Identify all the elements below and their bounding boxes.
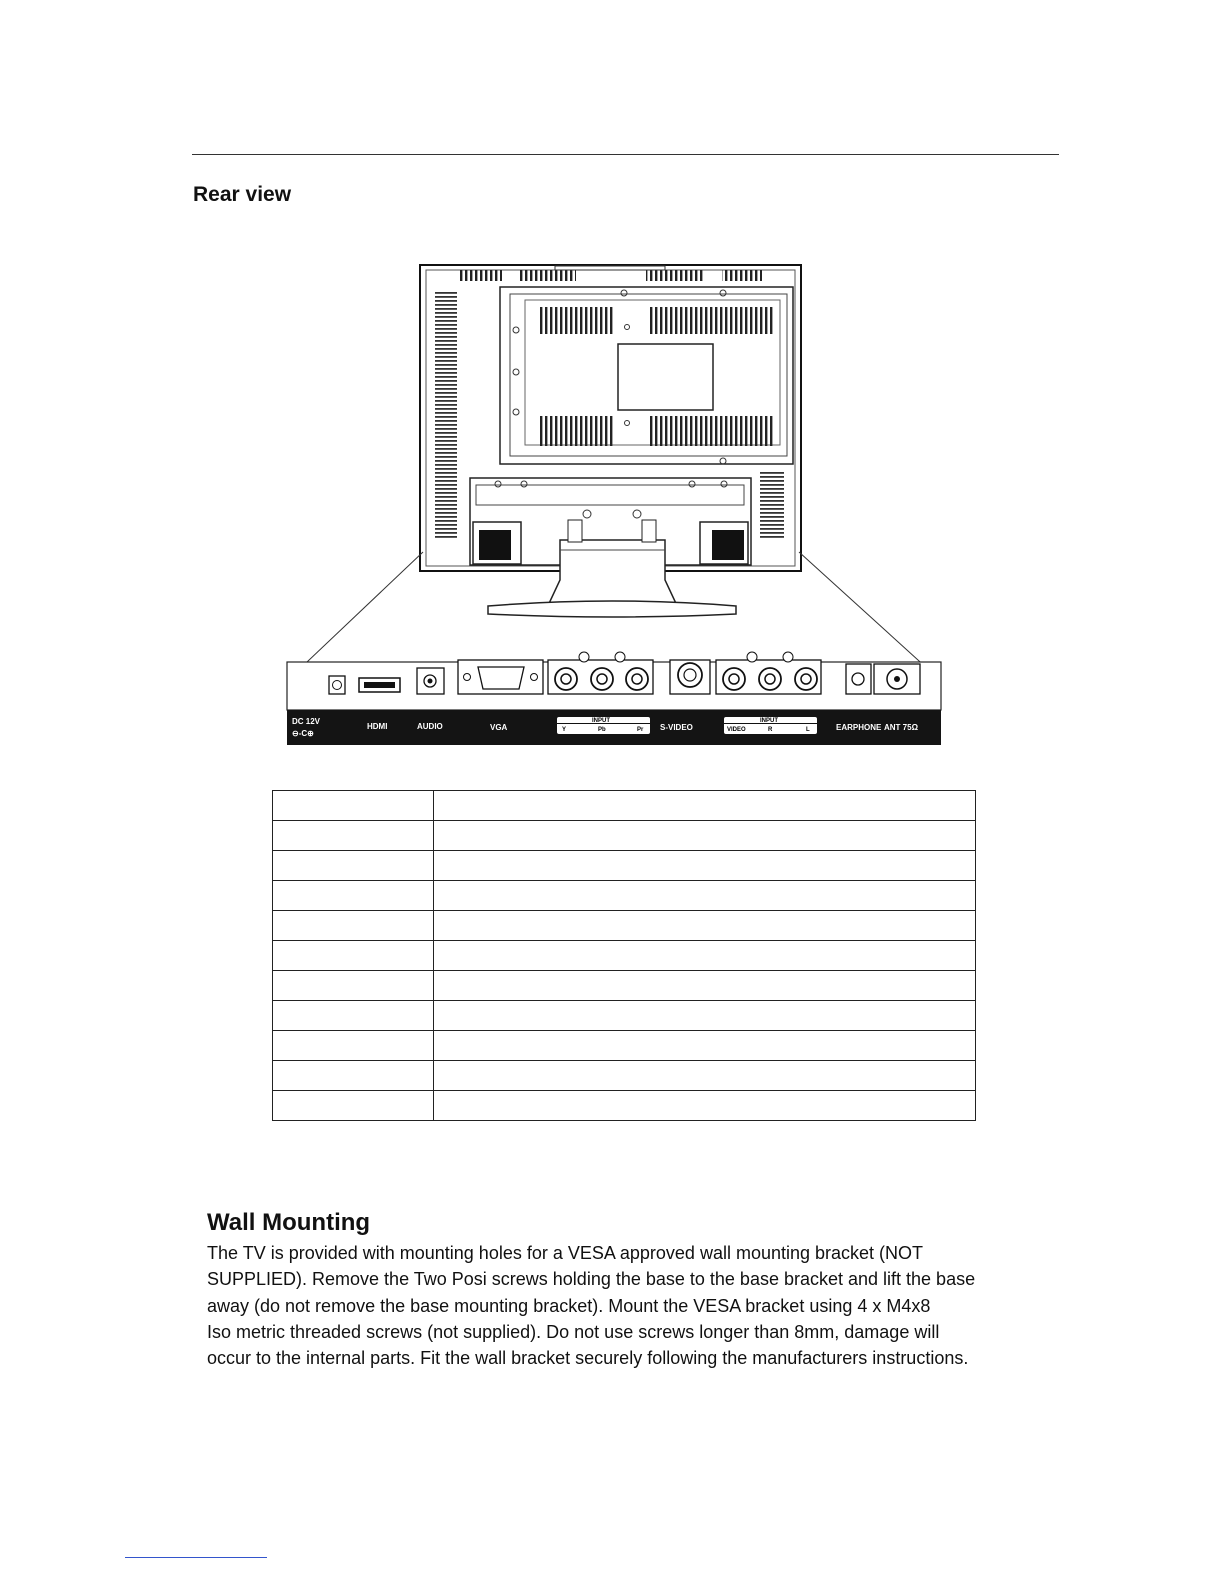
table-cell-description xyxy=(434,971,976,1001)
connections-table xyxy=(272,790,976,1121)
wall-line: SUPPLIED). Remove the Two Posi screws holding the base to the base bracket and lift the base xyxy=(207,1269,976,1290)
footer-link-underline[interactable] xyxy=(125,1557,267,1558)
table-cell-connector xyxy=(273,971,434,1001)
label-l: L xyxy=(806,727,810,733)
label-ant: ANT 75Ω xyxy=(884,723,918,732)
table-cell-description xyxy=(434,821,976,851)
table-cell-connector xyxy=(273,851,434,881)
table-cell-connector xyxy=(273,1001,434,1031)
label-pb: Pb xyxy=(598,727,606,733)
connector-panel xyxy=(287,652,941,745)
table-cell-description xyxy=(434,791,976,821)
table-cell-description xyxy=(434,881,976,911)
wall-line: The TV is provided with mounting holes for a VESA approved wall mounting bracket (NOT xyxy=(207,1243,924,1263)
wall-line: away (do not remove the base mounting bracket). Mount the VESA bracket using 4 x M4x8 xyxy=(207,1295,931,1316)
label-y: Y xyxy=(562,727,567,733)
table-row xyxy=(273,971,976,1001)
table-row xyxy=(273,1091,976,1121)
wall-line: Iso metric threaded screws (not supplied). Do not use screws longer than 8mm, damage will xyxy=(207,1321,940,1342)
table-cell-description xyxy=(434,1091,976,1121)
label-audio: AUDIO xyxy=(417,722,443,731)
table-cell-description xyxy=(434,911,976,941)
label-hdmi: HDMI xyxy=(367,722,388,731)
table-cell-description xyxy=(434,941,976,971)
table-row xyxy=(273,791,976,821)
table-row xyxy=(273,821,976,851)
table-row xyxy=(273,881,976,911)
label-input-av: INPUT xyxy=(760,718,778,724)
connections-table-body xyxy=(273,791,976,1121)
table-row xyxy=(273,1061,976,1091)
table-row xyxy=(273,851,976,881)
wall-mounting-title: Wall Mounting xyxy=(207,1209,371,1236)
table-cell-description xyxy=(434,1001,976,1031)
table-cell-connector xyxy=(273,911,434,941)
label-pr: Pr xyxy=(637,727,644,733)
wall-line: occur to the internal parts. Fit the wall bracket securely following the manufacturers instructions. xyxy=(207,1348,969,1369)
table-row xyxy=(273,941,976,971)
table-row xyxy=(273,911,976,941)
label-svideo: S-VIDEO xyxy=(660,723,693,732)
section-title: Rear view xyxy=(193,183,292,206)
svg-text:⊖-C⊕: ⊖-C⊕ xyxy=(292,729,314,738)
table-cell-description xyxy=(434,1061,976,1091)
table-cell-connector xyxy=(273,1061,434,1091)
table-cell-description xyxy=(434,851,976,881)
table-cell-connector xyxy=(273,881,434,911)
table-cell-connector xyxy=(273,791,434,821)
tv-rear-body xyxy=(420,265,801,617)
rear-view-diagram xyxy=(0,0,1224,760)
label-vga: VGA xyxy=(490,723,508,732)
label-r: R xyxy=(768,727,773,733)
table-cell-connector xyxy=(273,1031,434,1061)
table-cell-description xyxy=(434,1031,976,1061)
label-dc: DC 12V xyxy=(292,717,321,726)
table-row xyxy=(273,1001,976,1031)
wall-mounting-text xyxy=(207,1240,1067,1371)
table-cell-connector xyxy=(273,821,434,851)
label-earphone: EARPHONE xyxy=(836,723,882,732)
table-cell-connector xyxy=(273,1091,434,1121)
label-video: VIDEO xyxy=(727,727,746,733)
label-input-component: INPUT xyxy=(592,718,610,724)
table-row xyxy=(273,1031,976,1061)
table-cell-connector xyxy=(273,941,434,971)
